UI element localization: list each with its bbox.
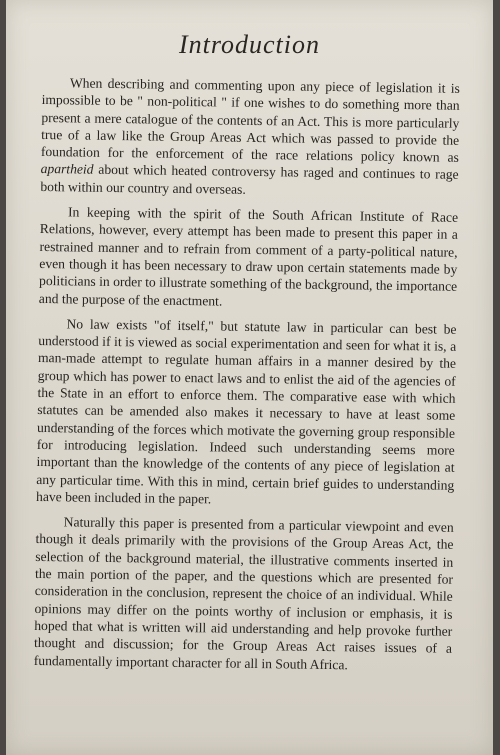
paragraph-4-text: Naturally this paper is presented from a particular viewpoint and even though it deals primarily with the provisions of the Group Areas Act, the selection of the background material, the illustrative comments inserted in the main portion of the paper, and the questions which are presented for consideration in the conclusion, represent the choice of an individual. While opinions may differ on the points worthy of inclusion or emphasis, it is hoped that what is written will aid understanding and help provoke further thought and discussion; for the Group Areas Act raises issues of a fundamentally important character for all in South Africa.	[33, 514, 454, 672]
paragraph-1-text: When describing and commenting upon any piece of legislation it is impossible to be " non-political " if one wishes to do something more than present a mere catalogue of the contents of an Act. This is more particularly true of a law like the Group Areas Act which was passed to provide the foundation for the enforcement of the race relations policy known as	[40, 75, 460, 166]
book-page	[6, 0, 493, 755]
paragraph-3-text: No law exists "of itself," but statute law in particular can best be understood if it is viewed as social experimentation and seen for what it is, a man-made attempt to regulate human affairs in a manner desired by the group which has power to enact laws and to enlist the aid of the agencies of the State in an effort to enforce them. The comparative ease with which statutes can be amended also makes it necessary to have at least some understanding of the forces which motivate the governing group responsible for introducing legislation. Indeed such understanding seems more important than the knowledge of the contents of any piece of legislation at any particular time. With this in mind, certain brief guides to understanding have been included in the paper.	[35, 316, 457, 507]
paragraph-4	[34, 513, 454, 674]
paragraph-1	[40, 74, 460, 201]
paragraph-2	[39, 203, 458, 313]
paragraph-3	[36, 315, 457, 511]
paragraph-2-text: In keeping with the spirit of the South African Institute of Race Relations, however, every attempt has been made to present this paper in a restrained manner and to refrain from comment of a party-political nature, even though it has been necessary to draw upon certain statements made by politicians in order to illustrate something of the background, the importance and the purpose of the enactment.	[38, 204, 459, 309]
body-text	[34, 74, 460, 683]
page-title: Introduction	[178, 30, 321, 59]
paragraph-1-emphasis: apartheid	[40, 161, 94, 178]
paragraph-1-text-end: about which heated controversy has raged and continues to rage both within our country and overseas.	[40, 162, 459, 197]
